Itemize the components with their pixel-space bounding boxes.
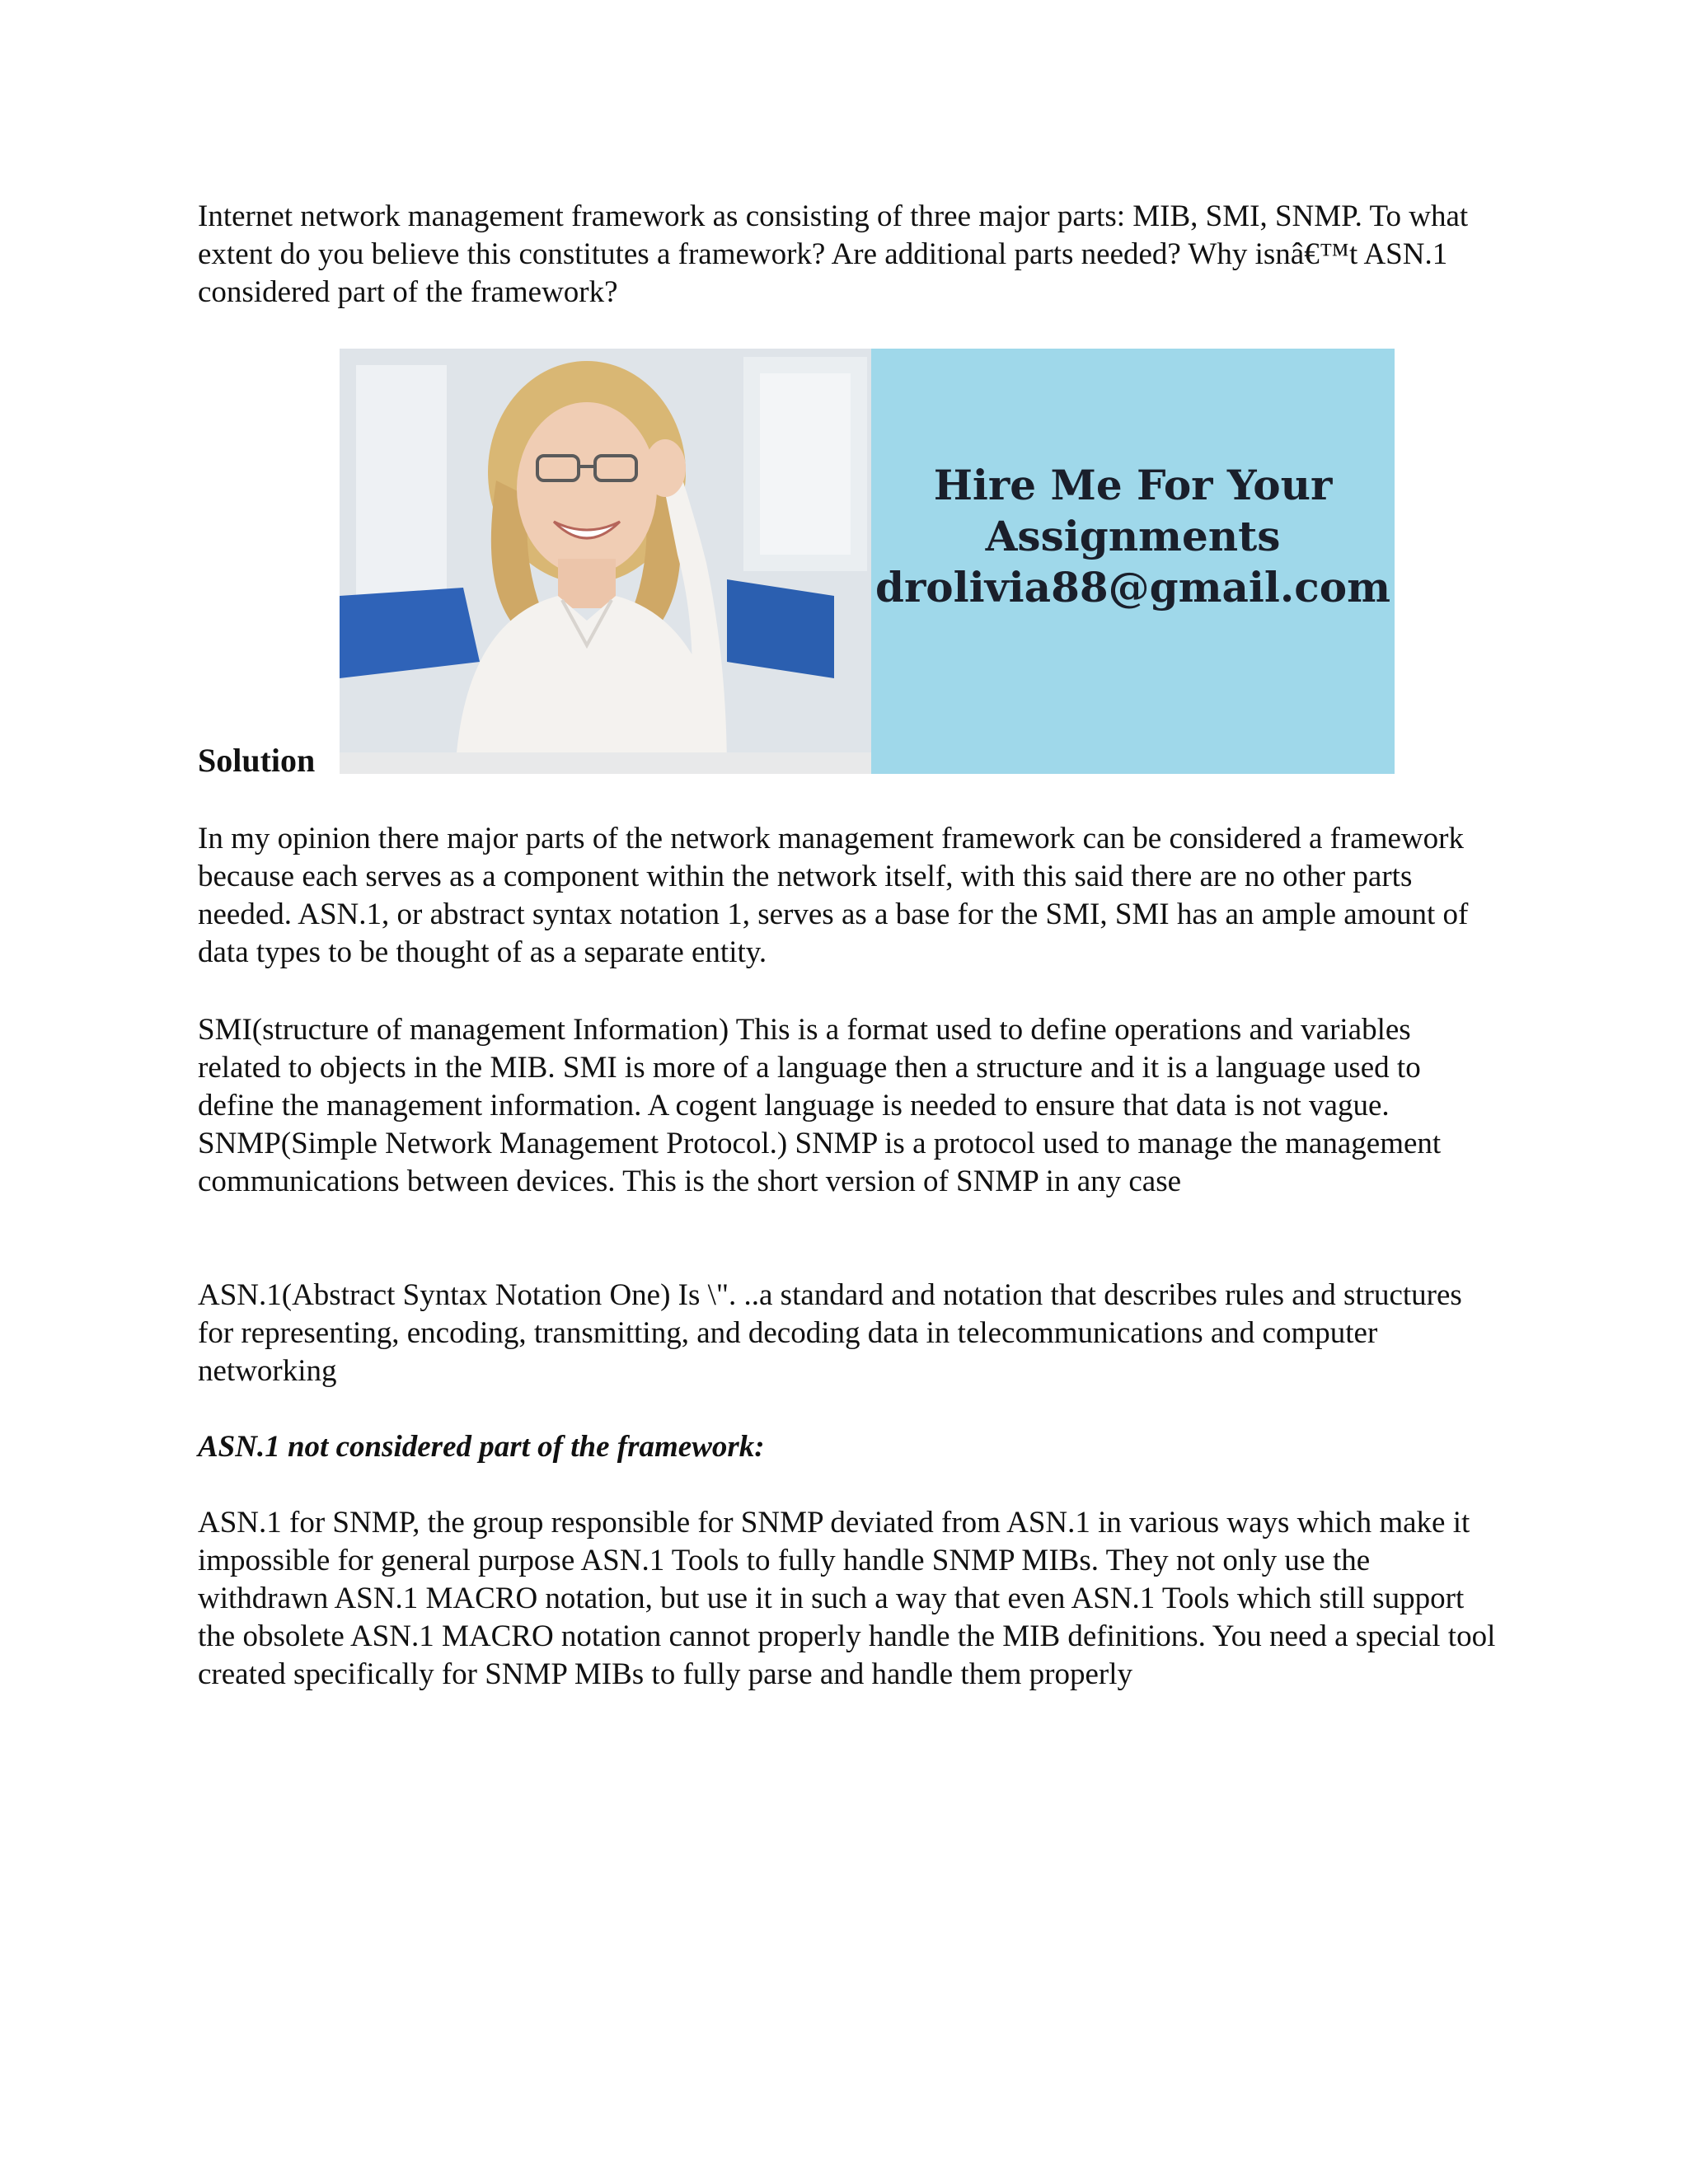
section-subheading: ASN.1 not considered part of the framework: <box>198 1430 765 1464</box>
answer-paragraph-4: ASN.1 for SNMP, the group responsible for SNMP deviated from ASN.1 in various ways which make it impossible for general purpose ASN.1 Tools to fully handle SNMP MIBs. They not only use the withdrawn ASN.1 MACRO notation, but use it in such a way that even ASN.1 Tools which still support the obsolete ASN.1 MACRO notation cannot properly handle the MIB definitions. You need a special tool created specifically for SNMP MIBs to fully parse and handle them properly <box>198 1506 1496 1691</box>
woman-illustration <box>340 349 871 774</box>
ad-banner <box>340 349 1395 774</box>
woman-photo <box>340 349 871 774</box>
ad-line-1: Hire Me For Your <box>933 461 1333 509</box>
solution-heading: Solution <box>198 742 316 779</box>
ad-text-panel <box>871 349 1395 774</box>
answer-paragraph-3: ASN.1(Abstract Syntax Notation One) Is \". ..a standard and notation that describes rules and structures for representing, encoding, transmitting, and decoding data in telecommunications and computer networking <box>198 1278 1462 1388</box>
answer-paragraph-2: SMI(structure of management Information) This is a format used to define operations and variables related to objects in the MIB. SMI is more of a language then a structure and it is a language used to define the management information. A cogent language is needed to ensure that data is not vague. SNMP(Simple Network Management Protocol.) SNMP is a protocol used to manage the management communications between devices. This is the short version of SNMP in any case <box>198 1013 1442 1198</box>
ad-text <box>871 460 1395 613</box>
ad-line-2: Assignments <box>985 512 1281 560</box>
ad-email: drolivia88@gmail.com <box>874 563 1391 612</box>
question-text: Internet network management framework as consisting of three major parts: MIB, SMI, SNMP. To what extent do you believe this constitutes a framework? Are additional parts needed? Why isnâ€™t ASN.1 considered part of the framework? <box>198 199 1469 309</box>
answer-paragraph-1: In my opinion there major parts of the network management framework can be considered a framework because each serves as a component within the network itself, with this said there are no other parts needed. ASN.1, or abstract syntax notation 1, serves as a base for the SMI, SMI has an ample amount of data types to be thought of as a separate entity. <box>198 822 1469 969</box>
